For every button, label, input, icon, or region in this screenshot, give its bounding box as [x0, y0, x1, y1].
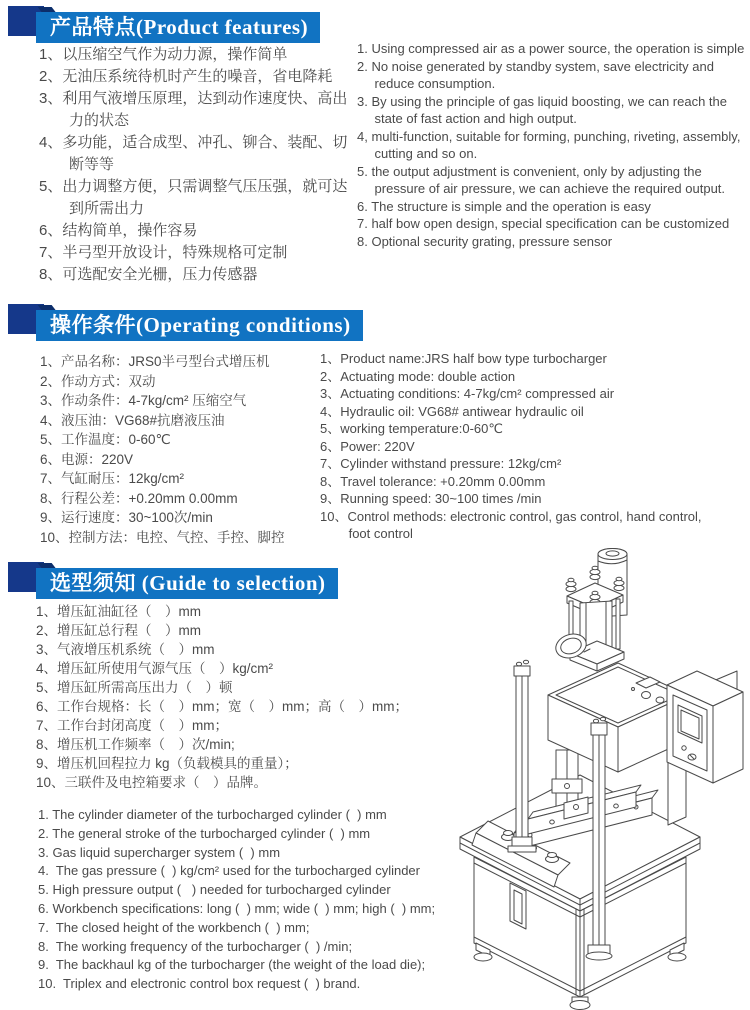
feature-item-zh: 7、半弓型开放设计，特殊规格可定制: [39, 244, 288, 261]
operating-item-en: 5、working temperature:0-60℃: [320, 421, 503, 436]
section-header-selection: [8, 562, 338, 600]
selection-item-en: 6. Workbench specifications: long ( ) mm; wide ( ) mm; high ( ) mm;: [38, 900, 436, 916]
half-bow-press-machine-line-drawing-illustration: [430, 545, 750, 1010]
feature-item-en: 6. The structure is simple and the operation is easy: [357, 198, 651, 214]
press-ram-column: [552, 750, 582, 807]
operating-item-zh: 10、控制方法：电控、气控、手控、脚控: [40, 529, 285, 545]
selection-item-en: 1. The cylinder diameter of the turbocharged cylinder ( ) mm: [38, 807, 387, 822]
operating-list-en: [320, 350, 720, 543]
selection-item-en: 4. The gas pressure ( ) kg/cm² used for the turbocharged cylinder: [38, 863, 420, 879]
feature-item-en: 3. By using the principle of gas liquid boosting, we can reach the state of fast action and high output.: [357, 93, 731, 126]
selection-item-zh: 3、气液增压机系统（ ）mm: [36, 642, 215, 657]
selection-item-zh: 5、增压缸所需高压出力（ ）顿: [36, 680, 233, 695]
feature-item-zh: 5、出力调整方便，只需调整气压压强，就可达到所需出力: [39, 178, 348, 217]
operating-item-zh: 4、液压油：VG68#抗磨液压油: [40, 412, 225, 428]
operating-item-en: 1、Product name:JRS half bow type turbocharger: [320, 351, 607, 366]
operating-item-en: 10、Control methods: electronic control, gas control, hand control, foot control: [320, 508, 706, 541]
operating-list-zh: [40, 352, 332, 547]
section-header-features: [8, 6, 320, 44]
operating-item-en: 2、Actuating mode: double action: [320, 368, 516, 384]
operating-item-zh: 8、行程公差：+0.20mm 0.00mm: [40, 490, 238, 506]
selection-item-en: 9. The backhaul kg of the turbocharger (the weight of the load die);: [38, 957, 426, 973]
operating-item-en: 7、Cylinder withstand pressure: 12kg/cm²: [320, 456, 562, 471]
selection-item-en: 2. The general stroke of the turbocharged cylinder ( ) mm: [38, 825, 371, 841]
features-list-en: [357, 40, 749, 250]
selection-item-zh: 4、增压缸所使用气源气压（ ）kg/cm²: [36, 661, 274, 676]
feature-item-en: 8. Optional security grating, pressure sensor: [357, 233, 613, 249]
selection-item-zh: 1、增压缸油缸径（ ）mm: [36, 604, 201, 619]
selection-item-zh: 10、三联件及电控箱要求（ ）品牌。: [36, 775, 268, 790]
feature-item-zh: 8、可选配安全光栅，压力传感器: [39, 266, 258, 283]
feature-item-zh: 3、利用气液增压原理，达到动作速度快、高出力的状态: [39, 90, 348, 129]
operating-item-en: 4、Hydraulic oil: VG68# antiwear hydraulic oil: [320, 403, 584, 419]
operating-item-en: 6、Power: 220V: [320, 438, 415, 454]
operating-item-zh: 2、作动方式：双动: [40, 373, 156, 389]
selection-item-en: 10. Triplex and electronic control box request ( ) brand.: [38, 976, 361, 992]
feature-item-en: 5. the output adjustment is convenient, only by adjusting the pressure of air pressure, we can achieve the required output.: [357, 163, 726, 196]
operating-item-zh: 6、电源：220V: [40, 451, 134, 467]
selection-item-zh: 2、增压缸总行程（ ）mm: [36, 623, 201, 638]
feature-item-zh: 2、无油压系统待机时产生的噪音，省电降耗: [39, 68, 333, 85]
feature-item-zh: 1、以压缩空气作为动力源，操作简单: [39, 46, 288, 63]
operating-section-title: 操作条件(Operating conditions): [36, 310, 363, 341]
selection-item-zh: 9、增压机回程拉力 kg（负载模具的重量）；: [36, 756, 298, 771]
control-box: [667, 671, 743, 783]
feature-item-zh: 4、多功能，适合成型、冲孔、铆合、装配、切断等等: [39, 134, 348, 173]
selection-item-en: 3. Gas liquid supercharger system ( ) mm: [38, 844, 281, 860]
feature-item-en: 2. No noise generated by standby system, save electricity and reduce consumption.: [357, 58, 718, 91]
selection-item-zh: 8、增压机工作频率（ ）次/min;: [36, 737, 235, 752]
operating-item-zh: 9、运行速度：30~100次/min: [40, 510, 213, 525]
operating-item-en: 3、Actuating conditions: 4-7kg/cm² compressed air: [320, 386, 615, 401]
selection-item-en: 7. The closed height of the workbench ( ) mm;: [38, 919, 310, 935]
selection-item-zh: 6、工作台规格：长（ ）mm；宽（ ）mm；高（ ）mm；: [36, 699, 408, 714]
selection-item-en: 8. The working frequency of the turbocharger ( ) /min;: [38, 938, 353, 954]
features-section-title: 产品特点(Product features): [36, 12, 320, 43]
operating-item-zh: 5、工作温度：0-60℃: [40, 432, 171, 447]
selection-item-zh: 7、工作台封闭高度（ ）mm；: [36, 718, 228, 733]
operating-item-zh: 3、作动条件：4-7kg/cm² 压缩空气: [40, 393, 247, 408]
operating-item-en: 9、Running speed: 30~100 times /min: [320, 491, 542, 506]
feature-item-en: 1. Using compressed air as a power source, the operation is simple: [357, 41, 745, 56]
feature-item-en: 4, multi-function, suitable for forming, punching, riveting, assembly, cutting and so on.: [357, 128, 745, 161]
features-list-zh: [39, 44, 361, 286]
selection-item-en: 5. High pressure output ( ) needed for turbocharged cylinder: [38, 882, 391, 898]
selection-section-title: 选型须知 (Guide to selection): [36, 568, 338, 599]
feature-item-en: 7. half bow open design, special specification can be customized: [357, 216, 730, 231]
operating-item-zh: 1、产品名称：JRS0半弓型台式增压机: [40, 354, 270, 369]
feature-item-zh: 6、结构简单，操作容易: [39, 222, 198, 239]
operating-item-zh: 7、气缸耐压：12kg/cm²: [40, 471, 185, 486]
section-header-operating: [8, 304, 363, 342]
selection-list-zh: [36, 602, 456, 792]
operating-item-en: 8、Travel tolerance: +0.20mm 0.00mm: [320, 473, 546, 489]
